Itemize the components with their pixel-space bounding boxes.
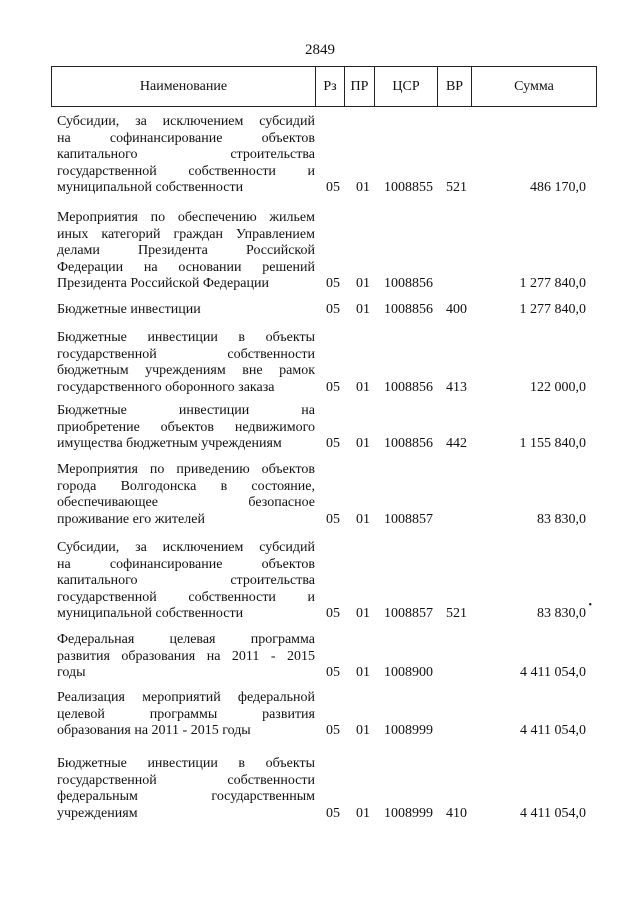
cell-sum: 486 170,0 [530,180,586,195]
row-name [57,114,315,197]
cell-vr: 410 [446,805,467,821]
cell-csr: 1008855 [384,180,433,195]
cell-sum: 4 411 054,0 [520,805,586,821]
row-name [57,210,315,293]
cell-pr: 01 [356,302,370,317]
row-name-line: Президента Российской Федерации [57,276,269,291]
row-name [57,540,315,623]
row-name-line: капитального строительства [57,573,315,588]
row-name [57,632,315,682]
cell-sum: 1 277 840,0 [519,276,586,291]
cell-rz: 05 [326,665,340,680]
stray-mark: • [588,600,592,611]
row-name-line: Мероприятия по приведению объектов [57,462,315,477]
cell-csr: 1008857 [384,511,433,527]
row-name-line: муниципальной собственности [57,606,244,621]
row-name [57,403,315,453]
cell-csr: 1008856 [384,436,433,451]
page-number: 2849 [305,42,335,58]
cell-csr: 1008999 [384,805,433,821]
cell-pr: 01 [356,276,370,291]
header-sum: Сумма [514,79,554,94]
table-row [0,540,640,623]
table-row [0,302,640,319]
row-name-line: имущества бюджетным учреждениям [57,436,282,451]
header-csr: ЦСР [375,67,438,106]
cell-rz: 05 [326,276,340,291]
row-name [57,756,315,822]
cell-rz: 05 [326,723,340,738]
row-name-line: обеспечивающее безопасное [57,495,315,510]
cell-vr: 521 [446,180,467,195]
table-row [0,756,640,822]
row-name-line: города Волгодонска в состояние, [57,478,315,494]
table-header [51,66,597,107]
table-row [0,690,640,740]
cell-pr: 01 [356,606,370,621]
cell-sum: 4 411 054,0 [520,665,586,680]
cell-pr: 01 [356,436,370,451]
cell-sum: 83 830,0 [537,606,586,621]
cell-vr: 442 [446,436,467,451]
table-row [0,403,640,453]
cell-csr: 1008999 [384,723,433,738]
row-name-line: Федеральная целевая программа [57,632,315,647]
table-row [0,632,640,682]
cell-csr: 1008856 [384,302,433,317]
row-name-line: Субсидии, за исключением субсидий [57,114,315,129]
row-name-line: государственной собственности [57,772,315,788]
cell-rz: 05 [326,302,340,317]
header-rz: Рз [316,67,345,106]
cell-sum: 83 830,0 [537,511,586,527]
row-name-line: Бюджетные инвестиции [57,302,201,317]
cell-rz: 05 [326,805,340,821]
row-name-line: на софинансирование объектов [57,556,315,572]
cell-rz: 05 [326,180,340,195]
row-name-line: развития образования на 2011 - 2015 [57,648,315,664]
header-pr: ПР [345,67,375,106]
cell-pr: 01 [356,511,370,527]
row-name [57,690,315,740]
table-row [0,114,640,197]
table-row [0,210,640,293]
row-name-line: Бюджетные инвестиции в объекты [57,330,315,345]
row-name-line: государственного оборонного заказа [57,379,275,395]
row-name-line: Мероприятия по обеспечению жильем [57,210,315,225]
row-name-line: капитального строительства [57,147,315,162]
cell-rz: 05 [326,511,340,527]
cell-sum: 4 411 054,0 [520,723,586,738]
row-name-line: Реализация мероприятий федеральной [57,690,315,705]
row-name-line: Бюджетные инвестиции на [57,403,315,418]
row-name-line: образования на 2011 - 2015 годы [57,723,251,738]
cell-pr: 01 [356,665,370,680]
cell-csr: 1008900 [384,665,433,680]
cell-rz: 05 [326,436,340,451]
row-name-line: иных категорий граждан Управлением [57,226,315,242]
table-row [0,330,640,396]
cell-csr: 1008856 [384,276,433,291]
cell-sum: 1 277 840,0 [519,302,586,317]
row-name-line: целевой программы развития [57,706,315,722]
row-name-line: делами Президента Российской [57,243,315,258]
row-name [57,462,315,528]
cell-pr: 01 [356,379,370,395]
cell-pr: 01 [356,805,370,821]
cell-pr: 01 [356,723,370,738]
row-name-line: проживание его жителей [57,511,205,527]
row-name-line: государственной собственности и [57,589,315,605]
cell-rz: 05 [326,606,340,621]
cell-vr: 413 [446,379,467,395]
cell-vr: 400 [446,302,467,317]
cell-csr: 1008856 [384,379,433,395]
row-name [57,330,315,396]
row-name-line: Субсидии, за исключением субсидий [57,540,315,555]
cell-vr: 521 [446,606,467,621]
row-name-line: государственной собственности [57,346,315,362]
cell-pr: 01 [356,180,370,195]
row-name-line: бюджетным учреждениям вне рамок [57,363,315,378]
row-name-line: государственной собственности и [57,163,315,179]
row-name-line: федеральным государственным [57,789,315,804]
cell-rz: 05 [326,379,340,395]
row-name-line: Бюджетные инвестиции в объекты [57,756,315,771]
row-name [57,302,315,319]
header-vr: ВР [438,67,472,106]
cell-sum: 122 000,0 [530,379,586,395]
row-name-line: учреждениям [57,805,138,821]
cell-sum: 1 155 840,0 [519,436,586,451]
row-name-line: на софинансирование объектов [57,130,315,146]
cell-csr: 1008857 [384,606,433,621]
row-name-line: муниципальной собственности [57,180,244,195]
row-name-line: Федерации на основании решений [57,259,315,275]
row-name-line: приобретение объектов недвижимого [57,419,315,435]
header-name: Наименование [52,67,316,106]
table-row [0,462,640,528]
row-name-line: годы [57,665,86,680]
